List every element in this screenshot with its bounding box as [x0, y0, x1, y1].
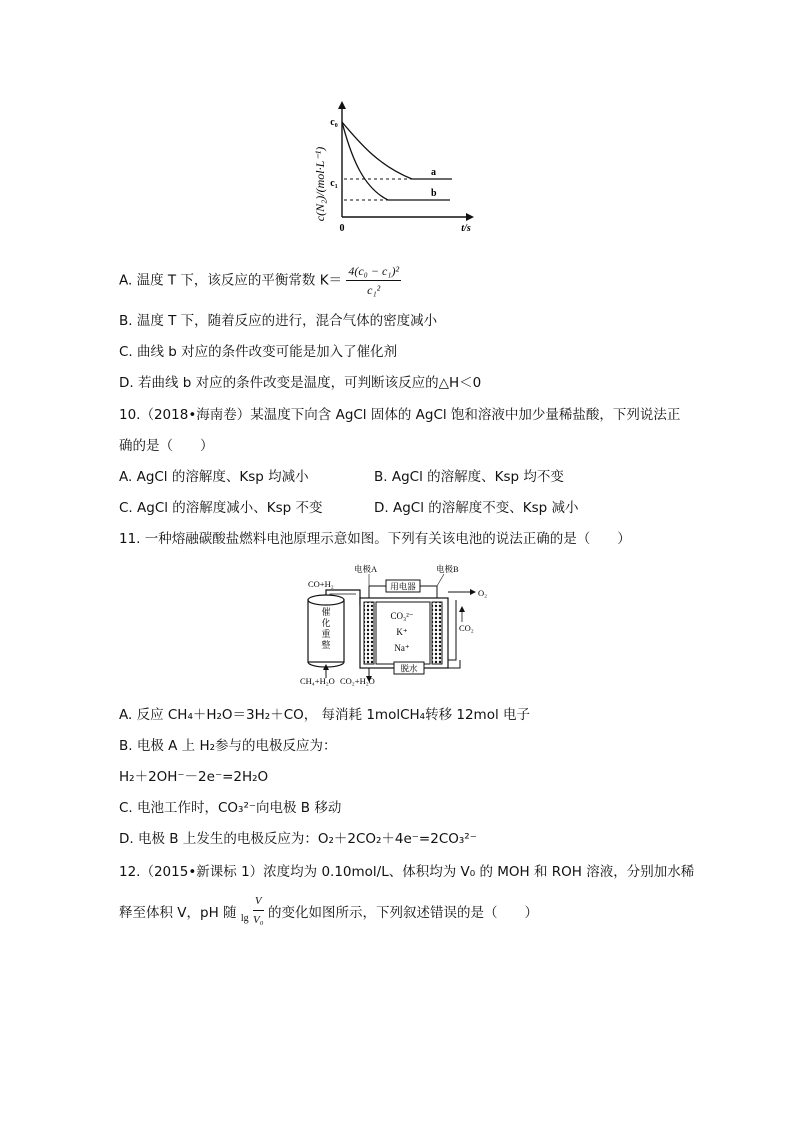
- q11-option-b-equation: H₂＋2OH⁻－2e⁻=2H₂O: [119, 769, 269, 785]
- q11-option-a: A. 反应 CH₄＋H₂O＝3H₂＋CO， 每消耗 1molCH₄转移 12mol 电子: [119, 707, 530, 723]
- volume-ratio-fraction: [253, 892, 264, 929]
- x-axis-label: t/s: [461, 223, 471, 234]
- tick-c1: c₁: [330, 178, 338, 189]
- ratio-denominator: V₀: [253, 914, 264, 926]
- ion-carbonate: CO₃²⁻: [390, 611, 414, 621]
- ratio-numerator: V: [253, 892, 264, 911]
- equilibrium-constant-fraction: [346, 262, 401, 299]
- o2-label: O₂: [478, 588, 488, 598]
- q10-stem-line1: 10.（2018•海南卷）某温度下向含 AgCl 固体的 AgCl 饱和溶液中加少量稀盐酸，下列说法正: [119, 407, 681, 423]
- origin-label: 0: [339, 223, 345, 234]
- svg-text:重: 重: [321, 629, 331, 639]
- out-gas-label: CO₂+H₂O: [340, 676, 375, 686]
- co2-label: CO₂: [459, 623, 474, 633]
- tick-c0: c₀: [330, 117, 338, 128]
- fraction-numerator: 4(c₀ − c₁)²: [346, 262, 401, 281]
- q10-option-d: D. AgCl 的溶解度不变、Ksp 减小: [374, 500, 579, 516]
- q12-stem-part1: 释至体积 V，pH 随: [119, 905, 237, 921]
- q12-stem-line1: 12.（2015•新课标 1）浓度均为 0.10mol/L、体积均为 V₀ 的 MOH 和 ROH 溶液，分别加水稀: [119, 864, 695, 880]
- svg-text:整: 整: [321, 640, 331, 650]
- ion-potassium: K⁺: [396, 627, 408, 637]
- dehydrator-label: 脱水: [400, 663, 418, 674]
- in-gas-label: CO+H₂: [308, 579, 334, 589]
- q9-option-b: B. 温度 T 下，随着反应的进行，混合气体的密度减小: [119, 313, 438, 329]
- q9-option-d: D. 若曲线 b 对应的条件改变是温度，可判断该反应的△H＜0: [119, 375, 482, 391]
- q11-stem: 11. 一种熔融碳酸盐燃料电池原理示意如图。下列有关该电池的说法正确的是（ ）: [119, 531, 631, 547]
- q11-option-d: D. 电极 B 上发生的电极反应为：O₂＋2CO₂＋4e⁻=2CO₃²⁻: [119, 831, 477, 847]
- q9-option-a-text: A. 温度 T 下，该反应的平衡常数 K＝: [119, 272, 343, 289]
- electrode-b-label: 电极B: [436, 564, 459, 574]
- q11-option-c: C. 电池工作时，CO₃²⁻向电极 B 移动: [119, 800, 342, 816]
- curve-a-label: a: [431, 167, 436, 178]
- fuel-cell-diagram: [298, 560, 498, 688]
- svg-text:化: 化: [321, 618, 331, 628]
- y-axis-label: c(N₂)/(mol·L⁻¹): [313, 146, 327, 222]
- electrode-a-label: 电极A: [354, 564, 378, 574]
- q9-option-a: [119, 262, 401, 299]
- appliance-label: 用电器: [390, 581, 416, 592]
- ion-sodium: Na⁺: [394, 643, 410, 653]
- q12-stem-part2: 的变化如图所示，下列叙述错误的是（ ）: [267, 905, 538, 921]
- q10-option-b: B. AgCl 的溶解度、Ksp 均不变: [374, 469, 564, 485]
- concentration-time-graph: [300, 100, 480, 235]
- q12-stem-line2: [119, 892, 538, 929]
- q11-option-b: B. 电极 A 上 H₂参与的电极反应为：: [119, 738, 337, 754]
- curve-b-label: b: [431, 188, 437, 199]
- fraction-denominator: c₁²: [367, 283, 381, 297]
- reformer-label-1: 催: [321, 607, 331, 617]
- feed-label: CH₄+H₂O: [300, 676, 335, 686]
- q10-stem-line2: 确的是（ ）: [119, 438, 214, 454]
- q9-option-c: C. 曲线 b 对应的条件改变可能是加入了催化剂: [119, 344, 398, 360]
- q10-option-c: C. AgCl 的溶解度减小、Ksp 不变: [119, 500, 323, 516]
- lg-symbol: lg: [240, 913, 249, 924]
- q10-option-a: A. AgCl 的溶解度、Ksp 均减小: [119, 469, 309, 485]
